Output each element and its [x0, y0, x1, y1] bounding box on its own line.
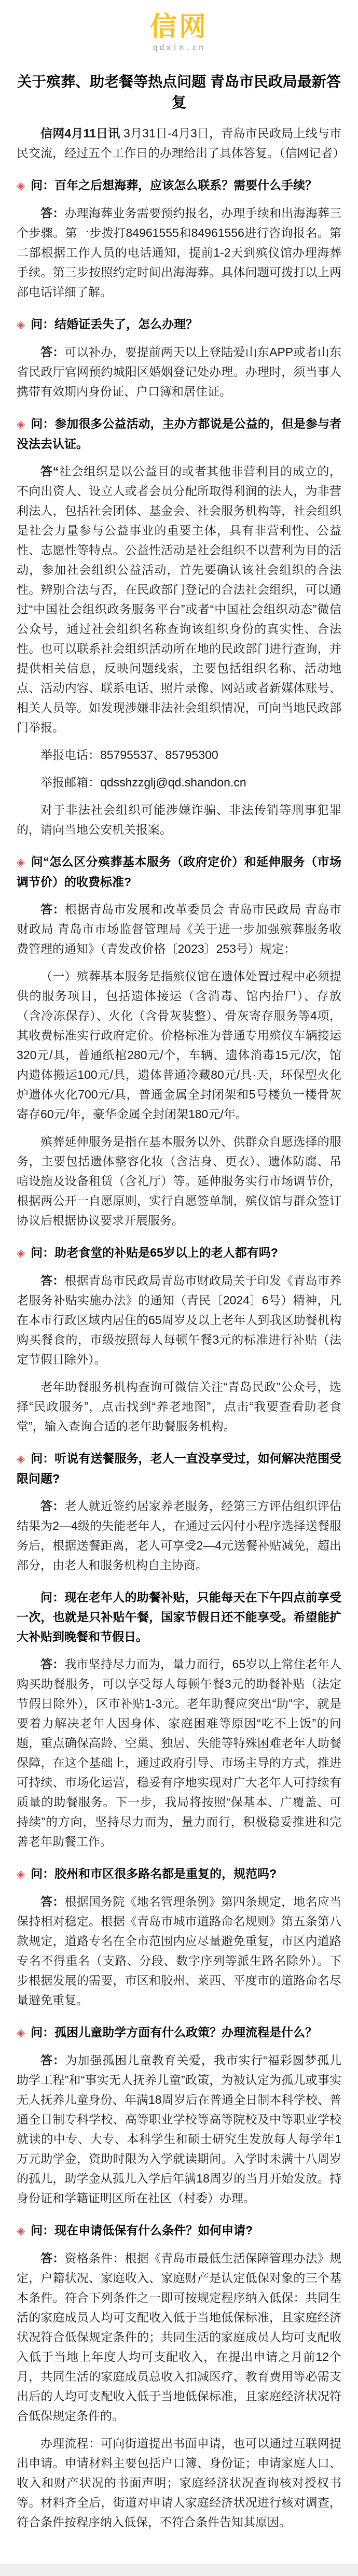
paragraph-prefix: 答：	[40, 1274, 65, 1287]
diamond-bullet-icon: ◈	[17, 1453, 25, 1465]
answer-paragraph: 答：我市坚持尽力而为，量力而行，65岁以上常住老年人购买助餐服务，可以享受每人每顿午餐3元的助餐补贴（法定节假日除外），区市补贴1-3元。老年助餐应突出“助”字，就是要着力解决老年人因身体、家庭困难等原因“吃不上饭”的问题，重点确保高龄、空巢、独居、失能等特殊困难老年人助餐保障，在这个基础上，通过政府引导、市场主导的方式，推进可持续、市场化运营，稳妥有序地实现对广大老年人可持续有质量的助餐服务。下一步，我局将按照“保基本、广覆盖、可持续”的方向，坚持尽力而为，量力而行，积极稳妥推进和完善老年助餐工作。	[17, 1657, 341, 1848]
paragraph-prefix: 信网4月11日讯	[40, 126, 123, 140]
paragraph-prefix: 答：	[40, 1895, 65, 1908]
question-paragraph: ◈ 问：助老食堂的补贴是65岁以上的老人都有吗?	[17, 1246, 278, 1259]
question-paragraph: ◈ 问：结婚证丢失了，怎么办理？	[17, 317, 198, 331]
paragraph-prefix: 答：	[40, 2053, 65, 2067]
paragraph-prefix: 答：	[40, 345, 65, 359]
footer-bar	[0, 2564, 358, 2576]
question-paragraph: ◈ 问：胶州和市区很多路名都是重复的，规范吗?	[17, 1867, 277, 1880]
diamond-bullet-icon: ◈	[17, 418, 25, 430]
body-paragraph: 举报邮箱：qdsshzzglj@qd.shandon.cn	[40, 776, 246, 789]
question-paragraph: ◈ 问“怎么区分殡葬基本服务（政府定价）和延伸服务（市场调节价）的收费标准?	[17, 855, 341, 889]
body-paragraph: 对于非法社会组织可能涉嫌诈骗、非法传销等刑事犯罪的，请向当地公安机关报案。	[17, 803, 341, 836]
page-title: 关于殡葬、助老餐等热点问题 青岛市民政局最新答复	[17, 74, 341, 110]
question-paragraph: ◈ 问：现在申请低保有什么条件？如何申请?	[17, 2223, 253, 2237]
answer-paragraph: 答：可以补办，要提前两天以上登陆爱山东APP或者山东省民政厅官网预约城阳区婚姻登记处办理。办理时，须当事人携带有效期内身份证、户口簿和居住证。	[17, 345, 341, 398]
site-logo: 信网	[149, 11, 208, 43]
question-paragraph: ◈ 问：孤困儿童助学方面有什么政策？办理流程是什么？	[17, 2025, 318, 2039]
answer-paragraph: 答“社会组织是以公益目的或者其他非营利目的成立的，不向出资人、设立人或者会员分配所取得利润的法人，为非营利法人，包括社会团体、基金会、社会服务机构等，社会组织是社会力量参与公益事业的重要主体，具有非营利性、公益性、志愿性等特点。公益性活动是社会组织不以营利为目的活动，参加社会组织公益活动，首先要确认该社会组织的合法性。辨别合法与否，在民政部门登记的合法社会组织，可以通过“中国社会组织政务服务平台”或者“中国社会组织动态”微信公众号，通过社会组织名称查询该组织身份的真实性、合法性。也可以联系社会组织活动所在地的民政部门进行查询，并提供相关信息，反映问题线索，主要包括组织名称、活动地点、活动内容、联系电话、照片录像、网站或者新媒体账号、相关人员等。如发现涉嫌非法社会组织情况，可向当地民政部门举报。	[17, 464, 341, 734]
body-paragraph: 办理流程：可向街道提出书面申请，也可以通过互联网提出申请。申请材料主要包括户口簿、身份证；申请家庭人口、收入和财产状况的书面声明；家庭经济状况查询核对授权书等。材料齐全后，街道对申请人家庭经济状况进行核对调查，符合条件按程序纳入低保，不符合条件告知其原因。	[17, 2437, 341, 2529]
site-header	[17, 0, 341, 52]
diamond-bullet-icon: ◈	[17, 856, 25, 868]
article-body	[17, 123, 345, 2532]
body-paragraph: 殡葬延伸服务是指在基本服务以外、供群众自愿选择的服务，主要包括遗体整容化妆（含洁身、更衣）、遗体防腐、吊唁设施及设备租赁（含礼厅）等。延伸服务实行市场调节价，根据两公开一自愿原则，实行自愿签单制，殡仪馆与群众签订协议后根据协议要求开展服务。	[17, 1135, 341, 1227]
diamond-bullet-icon: ◈	[17, 2026, 25, 2039]
question-paragraph: ◈ 问：参加很多公益活动，主办方都说是公益的，但是参与者没法去认证。	[17, 417, 341, 451]
answer-paragraph: 答：办理海葬业务需要预约报名，办理手续和出海海葬三个步骤。第一步拨打84961555和84961556进行咨询报名。第二部根据工作人员的电话通知，提前1-2天到殡仪馆办理海葬手续。第三步按照约定时间出海海葬。具体问题可拨打以上两部电话详细了解。	[17, 206, 342, 299]
body-paragraph: 老年助餐服务机构查询可微信关注“青岛民政”公众号，选择“民政服务”，点击找到“养老地图”，点击“我要查看助老食堂”，输入查询合适的老年助餐服务机构。	[17, 1380, 341, 1433]
body-paragraph: （一）殡葬基本服务是指殡仪馆在遗体处置过程中必须提供的服务项目，包括遗体接运（含消毒、馆内抬尸）、存放（含冷冻保存）、火化（含骨灰装整）、骨灰寄存服务等4项，其收费标准实行政府定价。价格标准为普通专用殡仪车辆接运320元/具，普通纸棺280元/个，车辆、遗体消毒15元/次，馆内遗体搬运100元/具，遗体普通冷藏80元/具·天，环保型火化炉遗体火化700元/具，普通金属全封闭架和5号楼负一楼骨灰寄存60元/年，豪华金属全封闭架180元/年。	[17, 969, 341, 1121]
answer-paragraph: 答：根据青岛市民政局青岛市财政局关于印发《青岛市养老服务补贴实施办法》的通知（青民〔2024〕6号）精神，凡在本市行政区域内居住的65周岁及以上老年人到我区助餐机构购买餐食的，市级按照每人每顿午餐3元的标准进行补贴（法定节假日除外）。	[17, 1274, 342, 1366]
body-paragraph: 举报电话：85795537、85795300	[40, 748, 218, 762]
paragraph-prefix: 答：	[40, 206, 65, 220]
paragraph-prefix: 答：	[40, 903, 65, 916]
answer-paragraph: 答：为加强孤困儿童教育关爱，我市实行“福彩圆梦孤儿助学工程”和“事实无人抚养儿童”政策，为被认定为孤儿或事实无人抚养儿童身份、年满18周岁后在普通全日制本科学校、普通全日制专科学校、高等职业学校等高等院校及中等职业学校就读的中专、大专、本科学生和硕士研究生发放每人每学年1万元助学金，资助时限为入学就读期间。入学时未满十八周岁的孤儿，助学金从孤儿入学后年满18周岁的当月开始发放。持身份证和学籍证明区所在社区（村委）办理。	[17, 2053, 341, 2205]
paragraph-prefix: 答：	[40, 1657, 65, 1671]
paragraph-prefix: 答：	[40, 1499, 65, 1513]
site-domain: qdxin.cn	[153, 43, 205, 52]
diamond-bullet-icon: ◈	[17, 179, 25, 192]
diamond-bullet-icon: ◈	[17, 318, 25, 331]
answer-paragraph: 答：根据青岛市发展和改革委员会 青岛市民政局 青岛市财政局 青岛市市场监督管理局《关于进一步加强殡葬服务收费管理的通知》（青发改价格〔2023〕253号）规定：	[17, 903, 342, 955]
diamond-bullet-icon: ◈	[17, 1247, 25, 1259]
question-paragraph: ◈ 问：百年之后想海葬，应该怎么联系？需要什么手续？	[17, 178, 318, 192]
diamond-bullet-icon: ◈	[17, 2225, 25, 2237]
paragraph-prefix: 答“	[40, 464, 59, 478]
answer-paragraph: 答：根据国务院《地名管理条例》第四条规定，地名应当保持相对稳定。根据《青岛市城市道路命名规则》第五条第八款规定，道路专名在全市范围内应尽量避免重复，市区内道路专名不得重名（支路、分段、数字序列等派生路名除外）。下步根据发展的需要，市区和胶州、莱西、平度市的道路命名尽量避免重复。	[17, 1895, 342, 2007]
question-paragraph: ◈ 问：听说有送餐服务，老人一直没享受过，如何解决范围受限问题?	[17, 1452, 341, 1485]
question-paragraph: 问：现在老年人的助餐补贴，只能每天在下午四点前享受一次，也就是只补贴午餐，国家节假日还不能享受。希望能扩大补贴到晚餐和节假日。	[17, 1590, 341, 1643]
diamond-bullet-icon: ◈	[17, 1868, 25, 1880]
answer-paragraph: 答：老人就近签约居家养老服务，经第三方评估组织评估结果为2—4级的失能老年人，在通过云闪付小程序选择送餐服务后，根据送餐距离，老人可享受2—4元送餐补贴减免，超出部分，由老人和服务机构自主协商。	[17, 1499, 342, 1572]
body-paragraph: 信网4月11日讯 3月31日-4月3日，青岛市民政局上线与市民交流，经过五个工作日的办理给出了具体答复。（信网记者）	[17, 126, 345, 160]
answer-paragraph: 答：资格条件：根据《青岛市最低生活保障管理办法》规定，户籍状况、家庭收入、家庭财产是认定低保对象的三个基本条件。符合下列条件之一即可按规定程序纳入低保：共同生活的家庭成员人均可支配收入低于当地低保标准，且家庭经济状况符合低保规定条件的；共同生活的家庭成员人均可支配收入低于当地上年度人均可支配收入，在提出申请之月前12个月，共同生活的家庭成员总收入扣减医疗、教育费用等必需支出后的人均可支配收入低于当地低保标准，且家庭经济状况符合低保规定条件的。	[17, 2251, 342, 2423]
paragraph-prefix: 答：	[40, 2251, 65, 2265]
